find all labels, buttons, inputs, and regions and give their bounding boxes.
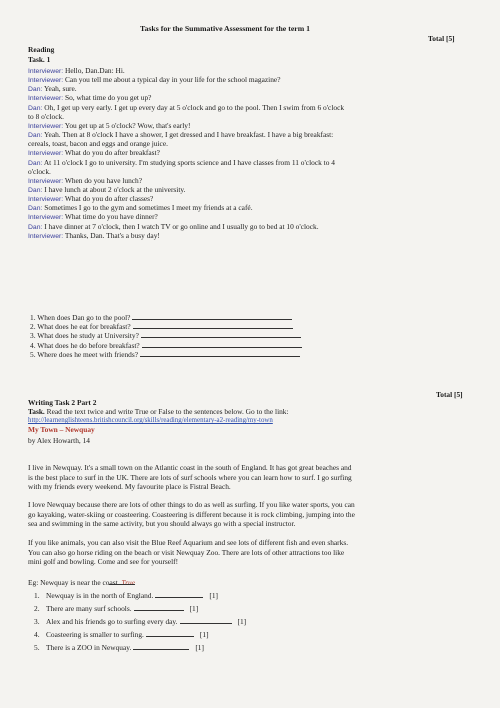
dialogue-text: Sometimes I go to the gym and sometimes I meet my friends at a café. [44, 203, 253, 213]
dialogue-text: Thanks, Dan. That's a busy day! [64, 230, 160, 240]
statement-number: 1. [34, 591, 40, 600]
answer-line[interactable] [133, 643, 189, 650]
dialogue-text: cereals, toast, bacon and eggs and orange juice. [28, 139, 168, 149]
question-text: 5. Where does he meet with friends? [30, 349, 139, 359]
task1-label: Task. 1 [28, 55, 51, 64]
dialogue-line [28, 167, 51, 176]
statement-number: 2. [34, 604, 40, 613]
statement-mark: [1] [209, 591, 218, 600]
dialogue-text: to 8 o'clock. [28, 111, 65, 121]
answer-line[interactable] [146, 630, 194, 637]
statement-item [34, 643, 204, 652]
paragraph-line: sea and swimming in the same activity, but you should always go with a special instructor. [28, 519, 296, 529]
speaker-label: Dan: [28, 132, 43, 140]
task2-instruction [28, 407, 289, 416]
dialogue-text: So, what time do you get up? [65, 93, 152, 103]
dialogue-text: When do you have lunch? [64, 175, 143, 185]
statement-mark: [1] [237, 617, 247, 626]
story-title: My Town – Newquay [28, 425, 95, 434]
speaker-label: Interviewer: [28, 95, 64, 103]
speaker-label: Dan: [28, 159, 43, 167]
statement-number: 4. [34, 630, 40, 639]
page-title: Tasks for the Summative Assessment for the term 1 [140, 24, 311, 33]
task2-label: Task. [28, 407, 45, 416]
statement-text: There is a ZOO in Newquay. [46, 643, 132, 652]
story-byline: by Alex Howarth, 14 [28, 436, 90, 445]
total-score-writing: Total [5] [436, 390, 463, 399]
paragraph-line: go kayaking, water-skiing or coasteering. Coasteering is different because it is rock climbing, jumping into the [28, 509, 355, 519]
dialogue-text: You get up at 5 o'clock? Wow, that's early! [64, 120, 191, 130]
dialogue-text: Yeah, sure. [43, 84, 77, 94]
statement-number: 5. [34, 643, 40, 652]
question-item [30, 313, 292, 322]
answer-line [132, 313, 292, 320]
question-text: 1. When does Dan go to the pool? [30, 313, 131, 322]
example-answer: True [121, 578, 135, 587]
example-label: Eg: Newquay is near the coast. [28, 578, 120, 587]
answer-line[interactable] [180, 617, 232, 624]
statement-text: There are many surf schools. [46, 604, 132, 613]
question-text: 2. What does he eat for breakfast? [30, 322, 131, 332]
answer-line [140, 350, 300, 357]
writing-heading: Writing Task 2 Part 2 [28, 398, 97, 407]
paragraph-line: If you like animals, you can also visit the Blue Reef Aquarium and see lots of different fish and even sharks. [28, 538, 349, 547]
reading-link[interactable]: http://learnenglishteens.britishcouncil.org/skills/reading/elementary-a2-reading/my-town [28, 417, 273, 424]
dialogue-text: Hello, Dan.Dan: Hi. [65, 66, 125, 75]
speaker-label: Interviewer: [28, 177, 64, 185]
speaker-label: Interviewer: [28, 196, 64, 204]
statement-item [34, 617, 246, 626]
question-text: 3. What does he study at University? [30, 331, 139, 341]
statement-text: Newquay is in the north of England. [46, 591, 154, 600]
dialogue-text: Oh, I get up very early. I get up every day at 5 o'clock and go to the pool. Then I swim from 6 o'clock [44, 102, 345, 112]
statement-text: Alex and his friends go to surfing every day. [46, 617, 178, 626]
question-item [30, 341, 302, 350]
answer-line[interactable] [134, 604, 184, 611]
speaker-label: Interviewer: [28, 77, 64, 85]
dialogue-line [28, 158, 335, 168]
speaker-label: Interviewer: [28, 68, 64, 75]
speaker-label: Interviewer: [28, 232, 64, 240]
answer-line[interactable] [155, 591, 203, 598]
dialogue-line [28, 139, 168, 148]
answer-line [141, 331, 301, 338]
question-item [30, 322, 293, 331]
dialogue-line [28, 103, 344, 113]
dialogue-text: I have lunch at about 2 o'clock at the university. [44, 184, 186, 194]
question-item [30, 331, 301, 340]
example-answer-line [109, 578, 135, 585]
reading-heading: Reading [28, 45, 55, 54]
question-text: 4. What does he do before breakfast? [30, 340, 140, 350]
dialogue-line [28, 231, 160, 241]
speaker-label: Dan: [28, 205, 43, 213]
dialogue-text: What do you do after classes? [64, 194, 154, 204]
paragraph-line: is the best place to surf in the UK. There are lots of surf schools where you can learn how to surf. I go surfing [28, 472, 352, 482]
total-score-reading: Total [5] [428, 34, 455, 43]
dialogue-text: At 11 o'clock I go to university. I'm studying sports science and I have classes from 11 o'clock to 4 [43, 157, 335, 167]
statement-item [34, 604, 198, 613]
speaker-label: Interviewer: [28, 214, 64, 222]
statement-mark: [1] [195, 643, 204, 652]
example-sentence [28, 578, 135, 587]
dialogue-text: What do you do after breakfast? [64, 148, 160, 158]
statement-mark: [1] [199, 630, 209, 639]
dialogue-line [28, 112, 64, 121]
statement-item [34, 591, 218, 600]
question-item [30, 350, 300, 359]
dialogue-text: o'clock. [28, 166, 51, 176]
statement-text: Coasteering is smaller to surfing. [46, 630, 144, 639]
statement-item [34, 630, 209, 639]
dialogue-text: Can you tell me about a typical day in your life for the school magazine? [65, 75, 281, 85]
paragraph-line: with my friends every weekend. My favourite place is Fistral Beach. [28, 482, 231, 492]
speaker-label: Dan: [28, 186, 43, 194]
paragraph-line: I live in Newquay. It's a small town on the Atlantic coast in the south of England. It has got great beaches and [28, 463, 352, 472]
paragraph-line: mini golf and bowling. Come and see for yourself! [28, 557, 179, 567]
task2-text: Read the text twice and write True or False to the sentences below. Go to the link: [46, 407, 289, 416]
dialogue-text: Yeah. Then at 8 o'clock I have a shower, I get dressed and I have breakfast. I have a big breakfast: [43, 130, 334, 140]
speaker-label: Dan: [28, 86, 43, 94]
answer-line [133, 322, 293, 329]
speaker-label: Dan: [28, 104, 43, 112]
statement-number: 3. [34, 617, 40, 626]
speaker-label: Interviewer: [28, 122, 64, 130]
dialogue-text: What time do you have dinner? [64, 212, 158, 222]
speaker-label: Dan: [28, 223, 43, 231]
answer-line [142, 341, 302, 348]
speaker-label: Interviewer: [28, 150, 64, 158]
paragraph-line: You can also go horse riding on the beach or visit Newquay Zoo. There are lots of other attractions too like [28, 547, 345, 557]
dialogue-text: I have dinner at 7 o'clock, then I watch TV or go online and I usually go to bed at 10 o'clock. [44, 221, 319, 231]
statement-mark: [1] [189, 604, 199, 613]
paragraph-line: I love Newquay because there are lots of other things to do as well as surfing. If you like water sports, you can [28, 500, 355, 509]
